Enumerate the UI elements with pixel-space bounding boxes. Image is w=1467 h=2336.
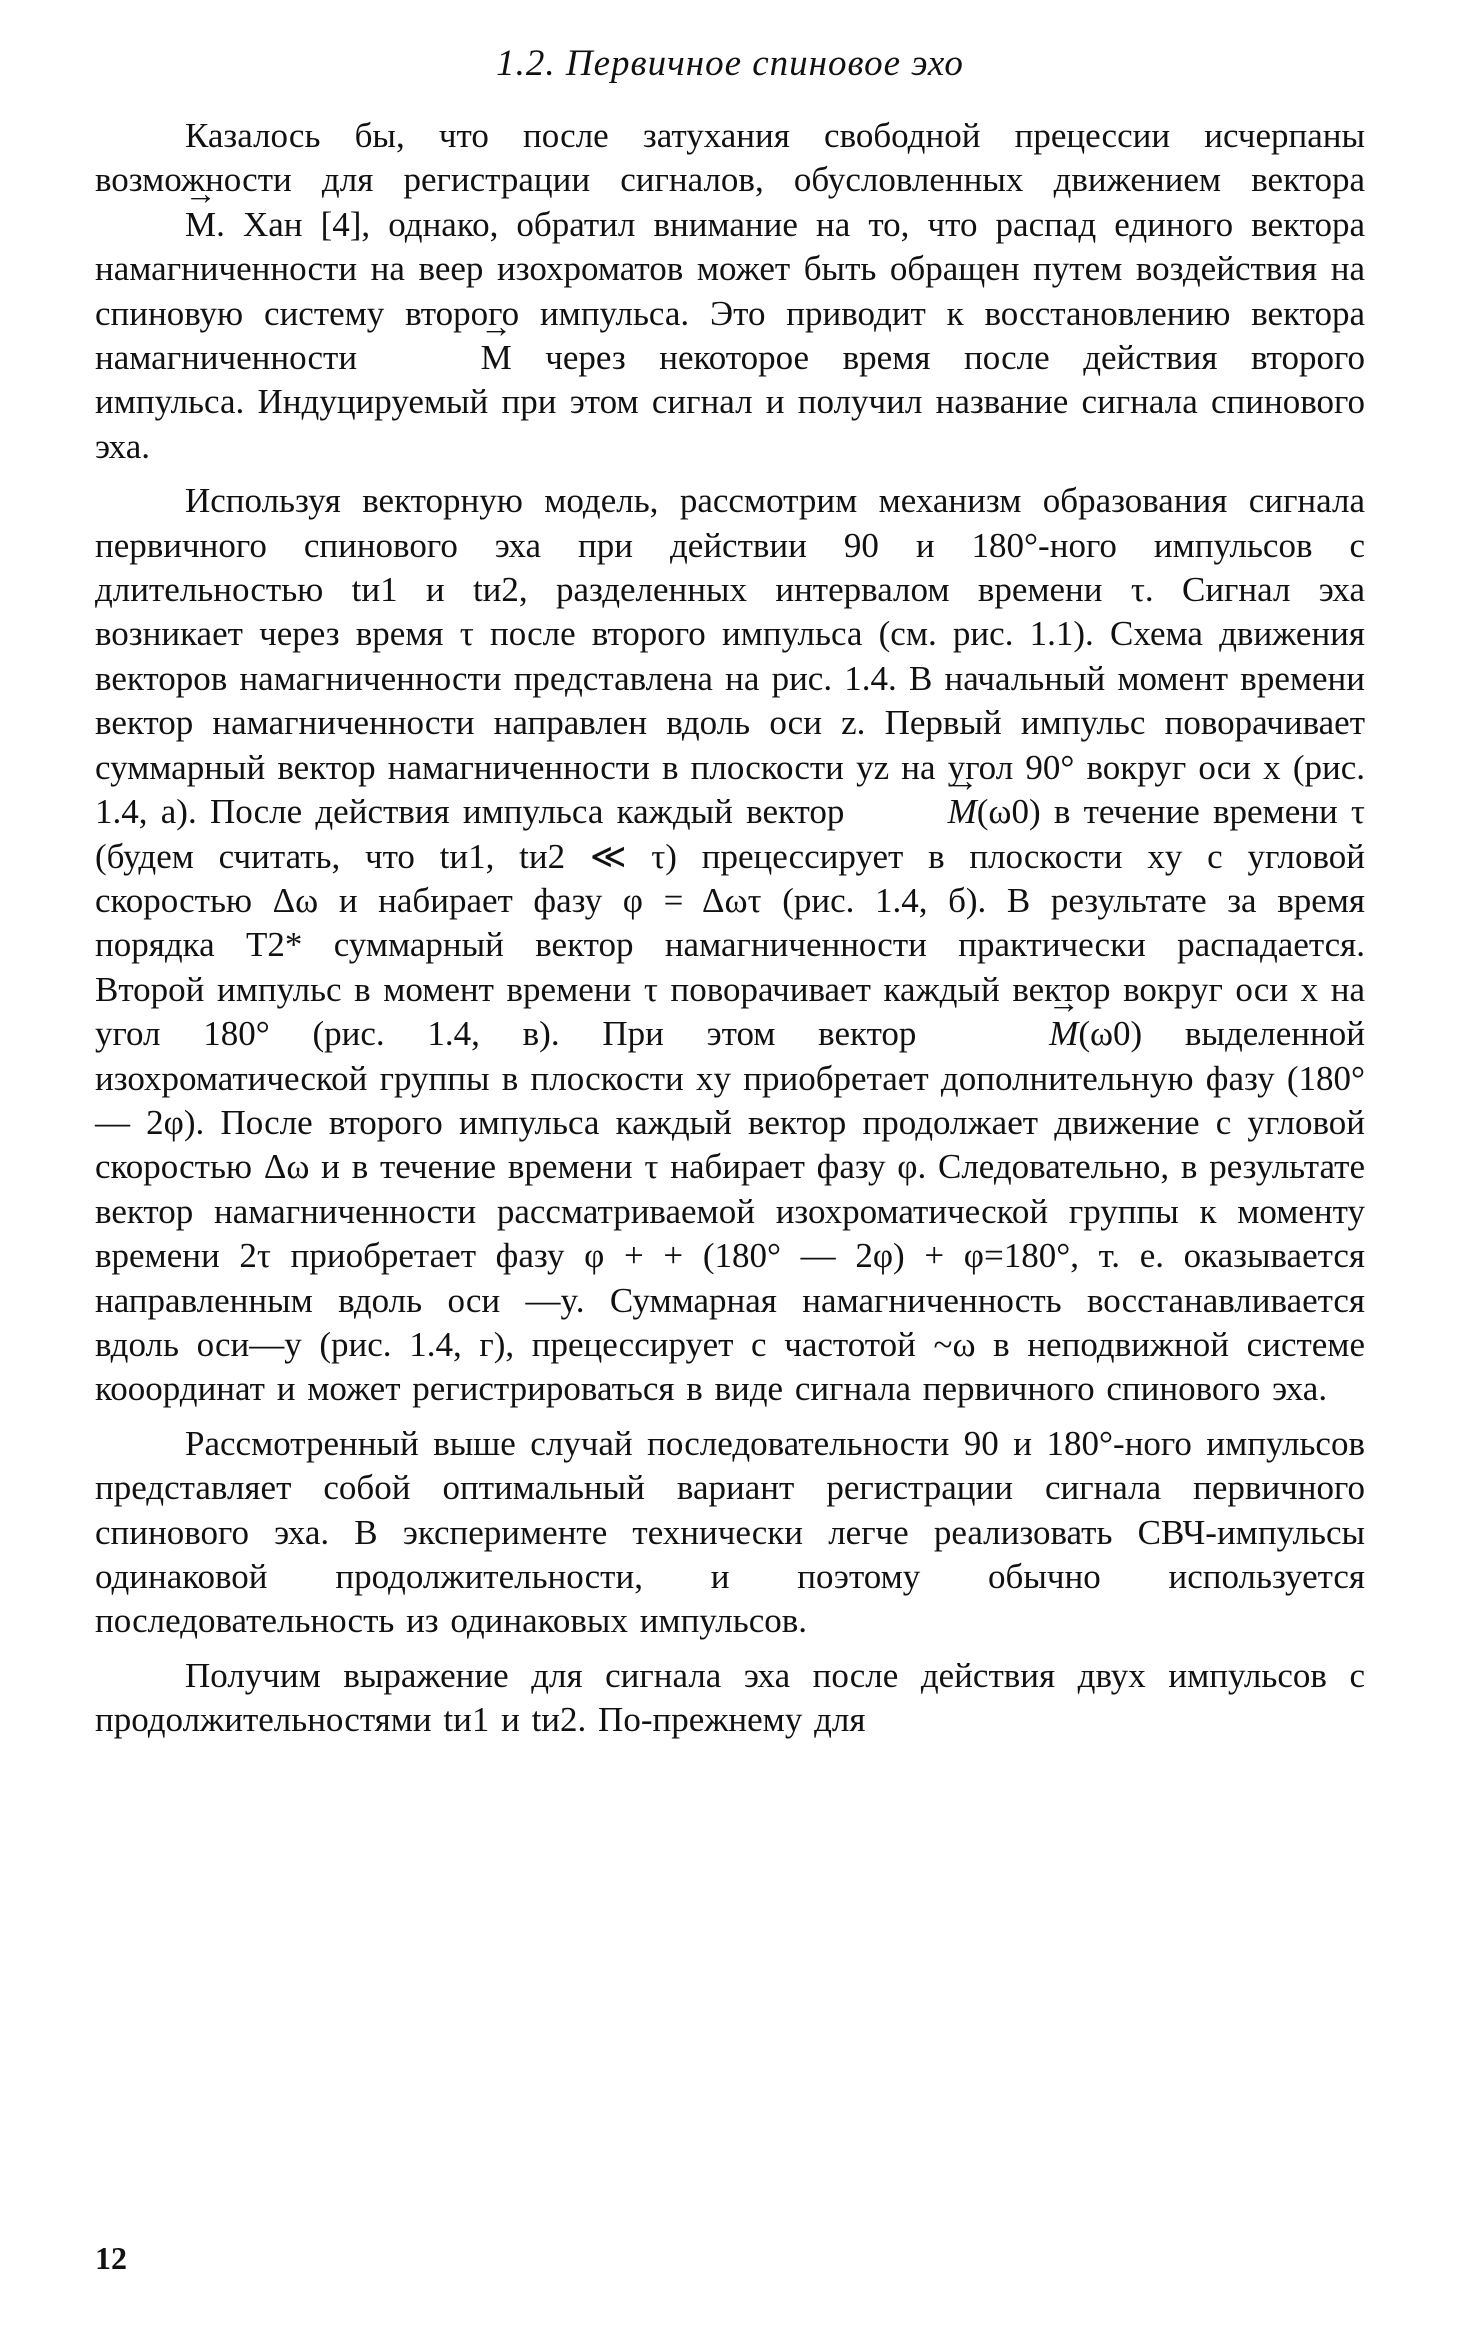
paragraph-1-text-c: через некоторое время после действия второго импульса. Индуцируемый при этом сигнал и получил название сигнала спинового эха.: [95, 338, 1365, 466]
section-title: 1.2. Первичное спиновое эхо: [496, 43, 964, 84]
paragraph-1: [95, 114, 1365, 469]
paragraph-1-text-b: . Хан [4], однако, обратил внимание на то, что распад единого вектора намагниченности на веер изохроматов может быть обращен путем воздействия на спиновую систему второго импульса. Это приводит к восстановлению вектора намагниченности: [95, 204, 1365, 378]
paragraph-4: Получим выражение для сигнала эха после действия двух импульсов с продолжительностями tи1 и tи2. По-прежнему для: [95, 1655, 1365, 1740]
paragraph-1-text-a: Казалось бы, что после затухания свободной прецессии исчерпаны возможности для регистрации сигналов, обусловленных движением вектора: [95, 116, 1365, 200]
vector-m-symbol: → M: [959, 1012, 1078, 1056]
vector-m-symbol: → M: [858, 790, 977, 834]
vector-m-symbol: → М: [391, 336, 512, 380]
page: [95, 40, 1365, 1753]
paragraph-3: Рассмотренный выше случай последовательности 90 и 180°-ного импульсов представляет собой оптимальный вариант регистрации сигнала первичного спинового эха. В эксперименте технически легче реализовать СВЧ-импульсы одинаковой продолжительности, и поэтому обычно используется последовательность из одинаковых импульсов.: [95, 1423, 1365, 1641]
paragraph-2: [95, 479, 1365, 1412]
paragraph-2-text-b: (ω0) в течение времени τ (будем считать, что tи1, tи2 ≪ τ) прецессирует в плоскости xy с угловой скоростью Δω и набирает фазу φ = Δωτ (рис. 1.4, б). В результате за время порядка T2* суммарный вектор намагниченности практически распадается. Второй импульс в момент времени τ поворачивает каждый вектор вокруг оси x на угол 180° (рис. 1.4, в). При этом вектор: [95, 792, 1365, 1054]
paragraph-2-text-c: (ω0) выделенной изохроматической группы в плоскости xy приобретает дополнительную фазу (180° — 2φ). После второго импульса каждый вектор продолжает движение с угловой скоростью Δω и в течение времени τ набирает фазу φ. Следовательно, в результате вектор намагниченности рассматриваемой изохроматической группы к моменту времени 2τ приобретает фазу φ + + (180° — 2φ) + φ=180°, т. е. оказывается направленным вдоль оси —y. Суммарная намагниченность восстанавливается вдоль оси—y (рис. 1.4, г), прецессирует с частотой ~ω в неподвижной системе кооординат и может регистрироваться в виде сигнала первичного спинового эха.: [95, 1014, 1365, 1409]
page-number: 12: [95, 2240, 127, 2276]
paragraph-2-text-a: Используя векторную модель, рассмотрим механизм образования сигнала первичного спинового эха при действии 90 и 180°-ного импульсов с длительностью tи1 и tи2, разделенных интервалом времени τ. Сигнал эха возникает через время τ после второго импульса (см. рис. 1.1). Схема движения векторов намагниченности представлена на рис. 1.4. В начальный момент времени вектор намагниченности направлен вдоль оси z. Первый импульс поворачивает суммарный вектор намагниченности в плоскости yz на угол 90° вокруг оси x (рис. 1.4, а). После действия импульса каждый вектор: [95, 481, 1365, 832]
vector-m-symbol: → М: [95, 203, 216, 247]
